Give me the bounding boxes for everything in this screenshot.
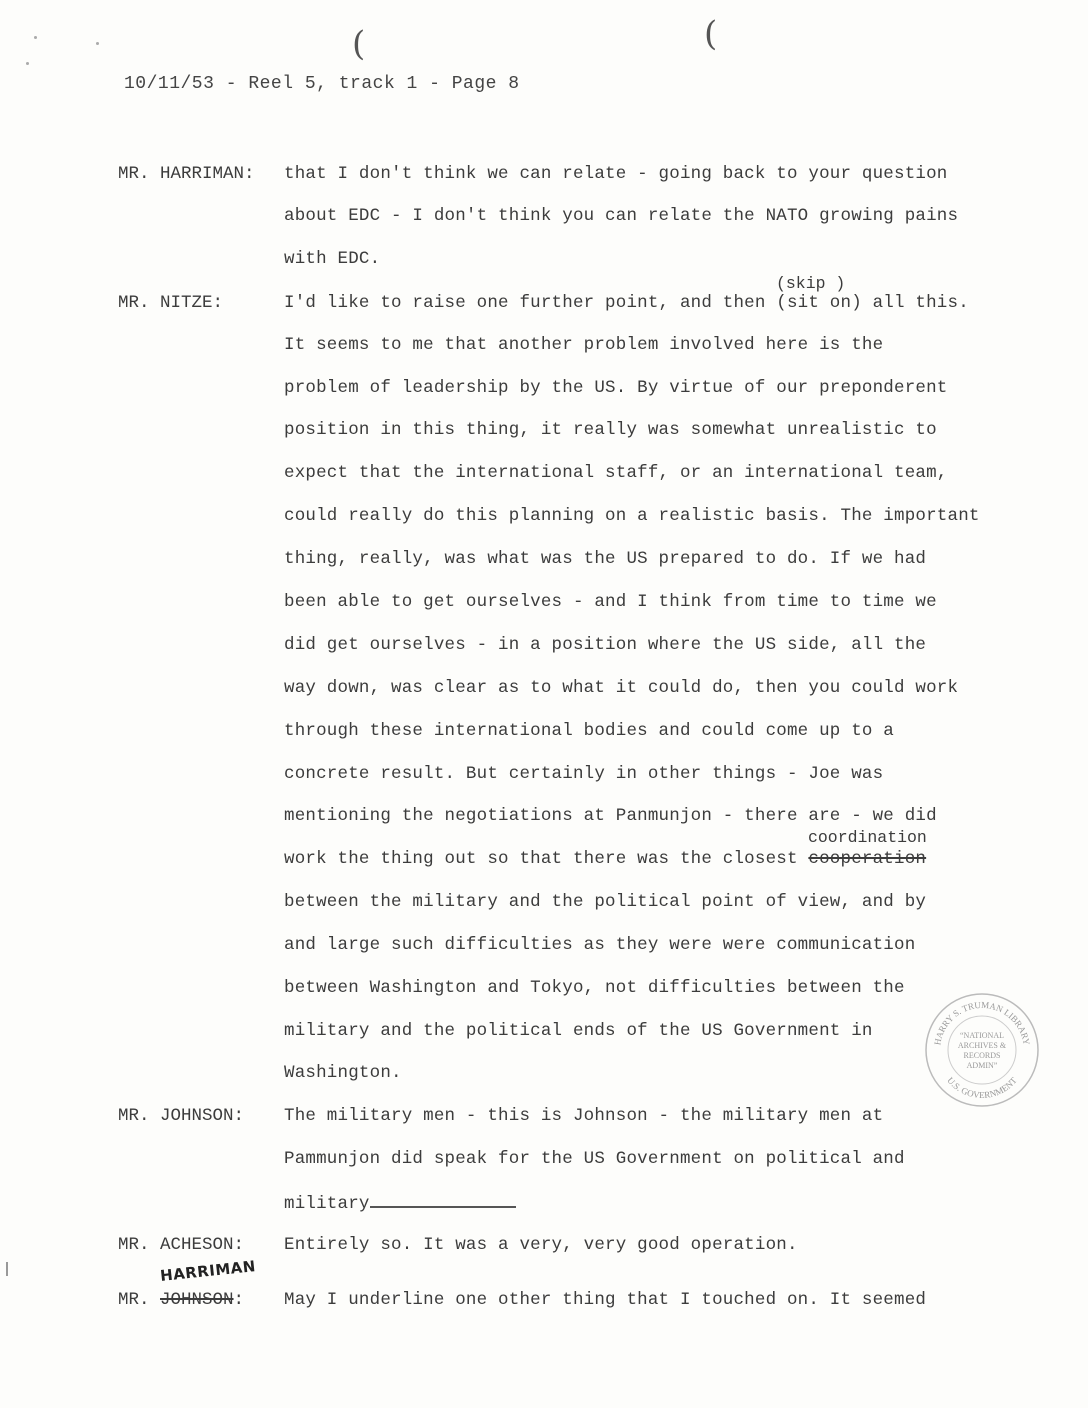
speaker-suffix: : xyxy=(233,1290,245,1310)
text-line: between the military and the political point of view, and by xyxy=(284,892,927,912)
scan-speck xyxy=(26,62,29,65)
text-line xyxy=(284,849,926,869)
scan-mark xyxy=(6,1262,8,1276)
text-line: did get ourselves - in a position where the US side, all the xyxy=(284,635,927,655)
scan-speck xyxy=(96,42,99,45)
blank-underline xyxy=(370,1192,516,1208)
text-line: mentioning the negotiations at Panmunjon - there are - we did xyxy=(284,806,937,826)
text-line: Washington. xyxy=(284,1063,402,1083)
text-line: between Washington and Tokyo, not difficulties between the xyxy=(284,978,905,998)
text-line: Entirely so. It was a very, very good operation. xyxy=(284,1235,798,1255)
speaker-acheson: MR. ACHESON: xyxy=(118,1235,245,1255)
speaker-struck: JOHNSON xyxy=(160,1290,234,1310)
text-line: I'd like to raise one further point, and then (sit on) all this. xyxy=(284,293,969,313)
text-fragment: work the thing out so that there was the closest xyxy=(284,849,809,869)
text-line: Pammunjon did speak for the US Government on political and xyxy=(284,1149,905,1169)
speaker-prefix: MR. xyxy=(118,1290,161,1310)
text-line: way down, was clear as to what it could do, then you could work xyxy=(284,678,959,698)
stamp-center-line: ADMIN” xyxy=(966,1061,998,1070)
margin-paren-right: ( xyxy=(704,14,718,54)
stamp-center-line: “NATIONAL xyxy=(960,1031,1004,1040)
text-line: and large such difficulties as they were were communication xyxy=(284,935,916,955)
speaker-corrected xyxy=(118,1290,278,1310)
struck-word: cooperation xyxy=(808,849,927,869)
text-line: through these international bodies and could come up to a xyxy=(284,721,894,741)
scan-speck xyxy=(34,36,37,39)
text-line: with EDC. xyxy=(284,249,381,269)
text-line: expect that the international staff, or an international team, xyxy=(284,463,948,483)
speaker-harriman: MR. HARRIMAN: xyxy=(118,164,255,184)
text-line: The military men - this is Johnson - the military men at xyxy=(284,1106,884,1126)
text-line: position in this thing, it really was somewhat unrealistic to xyxy=(284,420,937,440)
speaker-johnson: MR. JOHNSON: xyxy=(118,1106,245,1126)
text-line: It seems to me that another problem involved here is the xyxy=(284,335,884,355)
interlinear-coordination: coordination xyxy=(808,828,927,847)
interlinear-skip: (skip ) xyxy=(776,274,846,293)
handwritten-harriman: HARRIMAN xyxy=(159,1257,257,1285)
text-line: been able to get ourselves - and I think from time to time we xyxy=(284,592,937,612)
library-stamp xyxy=(922,990,1042,1110)
stamp-outer-ring xyxy=(926,994,1038,1106)
text-line: about EDC - I don't think you can relate the NATO growing pains xyxy=(284,206,959,226)
text-fragment: military xyxy=(284,1194,370,1214)
text-line: concrete result. But certainly in other things - Joe was xyxy=(284,764,884,784)
text-line xyxy=(284,1192,516,1214)
margin-paren-left: ( xyxy=(352,24,366,64)
text-line: May I underline one other thing that I touched on. It seemed xyxy=(284,1290,927,1310)
stamp-center-line: RECORDS xyxy=(963,1051,1001,1060)
text-line: problem of leadership by the US. By virtue of our preponderent xyxy=(284,378,948,398)
stamp-top-text: HARRY S. TRUMAN LIBRARY xyxy=(932,999,1032,1046)
text-line: that I don't think we can relate - going back to your question xyxy=(284,164,948,184)
speaker-nitze: MR. NITZE: xyxy=(118,293,224,313)
text-line: could really do this planning on a realistic basis. The important xyxy=(284,506,980,526)
stamp-bottom-text: U.S. GOVERNMENT xyxy=(945,1075,1019,1101)
text-line: thing, really, was what was the US prepared to do. If we had xyxy=(284,549,927,569)
page-header: 10/11/53 - Reel 5, track 1 - Page 8 xyxy=(124,74,520,94)
text-line: military and the political ends of the US Government in xyxy=(284,1021,873,1041)
stamp-center-line: ARCHIVES & xyxy=(957,1041,1007,1050)
stamp-inner-ring xyxy=(948,1016,1016,1084)
